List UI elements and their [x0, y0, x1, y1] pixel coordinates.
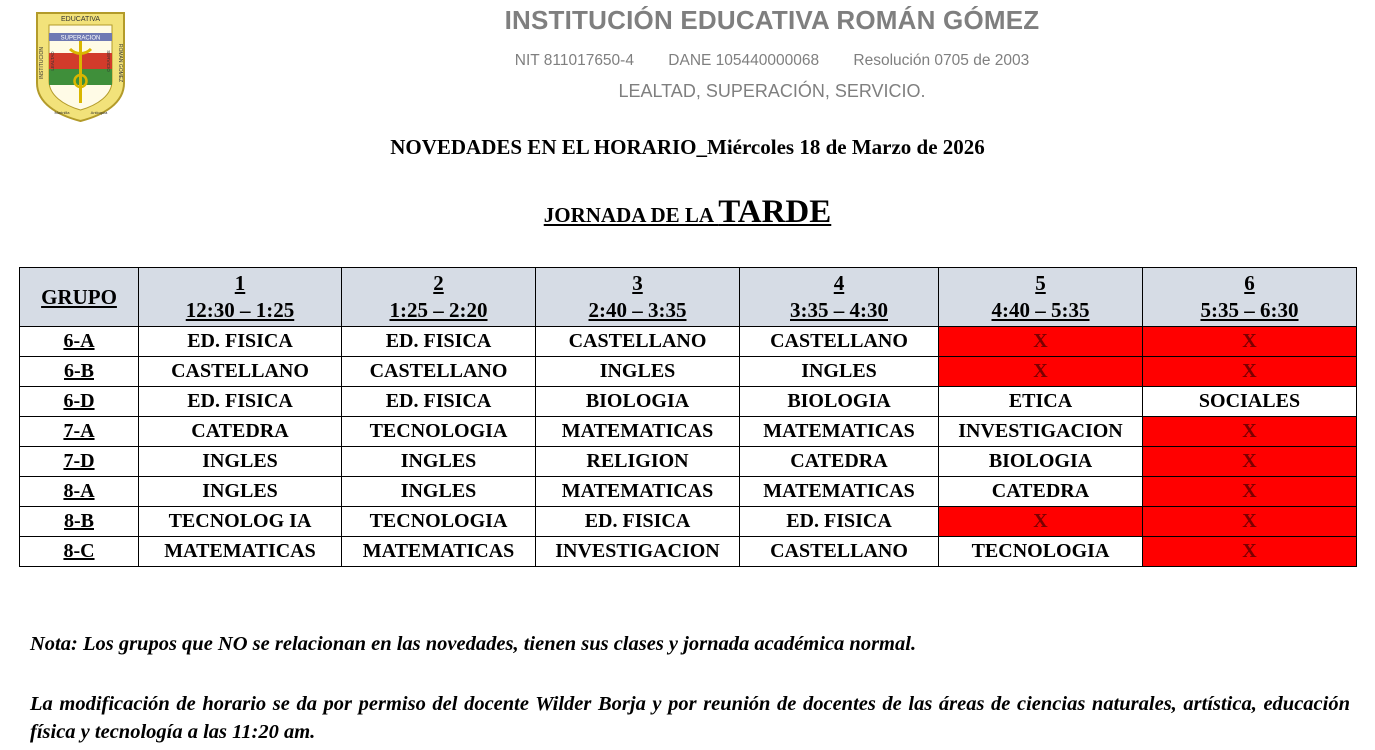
period-number: 3 [632, 271, 643, 295]
institution-name: INSTITUCIÓN EDUCATIVA ROMÁN GÓMEZ [504, 5, 1040, 35]
subject-cell: INGLES [536, 357, 740, 387]
period-time: 2:40 – 3:35 [588, 298, 687, 322]
logo-top-text: EDUCATIVA [60, 16, 101, 23]
subject-cell: MATEMATICAS [740, 417, 939, 447]
logo-band-text: SUPERACION [60, 35, 101, 42]
cancelled-class-cell: X [1143, 507, 1357, 537]
subject-cell: MATEMATICAS [740, 477, 939, 507]
subject-cell: ED. FISICA [139, 387, 342, 417]
logo-left-text: INSTITUCION [39, 47, 45, 79]
logo-right-text-2: SERVICIO [106, 50, 111, 72]
table-row [20, 447, 1357, 477]
subject-cell: CASTELLANO [740, 327, 939, 357]
logo-bottom-left: Marinilla [54, 110, 70, 115]
subject-cell: INGLES [342, 477, 536, 507]
period-time: 3:35 – 4:30 [790, 298, 888, 322]
cancelled-class-cell: X [1143, 327, 1357, 357]
institution-motto: LEALTAD, SUPERACIÓN, SERVICIO. [618, 81, 926, 101]
subject-cell: ED. FISICA [740, 507, 939, 537]
cancelled-class-cell: X [1143, 477, 1357, 507]
subject-cell: INVESTIGACION [536, 537, 740, 567]
subject-cell: MATEMATICAS [536, 477, 740, 507]
subject-cell: INGLES [740, 357, 939, 387]
subject-cell: CASTELLANO [139, 357, 342, 387]
period-time: 12:30 – 1:25 [185, 298, 295, 322]
subject-cell: CASTELLANO [536, 327, 740, 357]
schedule-table [19, 267, 1357, 567]
subject-cell: MATEMATICAS [536, 417, 740, 447]
subject-cell: INGLES [139, 477, 342, 507]
subject-cell: RELIGION [536, 447, 740, 477]
subject-cell: ED. FISICA [342, 327, 536, 357]
table-row [20, 507, 1357, 537]
logo-left-text-2: LEALTAD [50, 51, 55, 71]
schedule-body [20, 327, 1357, 567]
nit-text: NIT 811017650-4 [514, 52, 634, 69]
subject-cell: TECNOLOG IA [139, 507, 342, 537]
dane-text: DANE 105440000068 [668, 52, 820, 69]
group-cell: 8-A [20, 477, 139, 507]
logo-right-text: ROMAN GOMEZ [117, 43, 123, 83]
period-header-6 [1143, 268, 1357, 327]
table-row [20, 477, 1357, 507]
subject-cell: CATEDRA [139, 417, 342, 447]
note-normal-groups: Nota: Los grupos que NO se relacionan en las novedades, tienen sus clases y jornada académica normal. [30, 633, 917, 655]
period-header-3 [536, 268, 740, 327]
subject-cell: CATEDRA [939, 477, 1143, 507]
group-cell: 7-A [20, 417, 139, 447]
subject-cell: INVESTIGACION [939, 417, 1143, 447]
period-header-1 [139, 268, 342, 327]
table-row [20, 357, 1357, 387]
resolution-text: Resolución 0705 de 2003 [853, 52, 1030, 69]
period-number: 5 [1035, 271, 1046, 295]
group-header: GRUPO [20, 268, 139, 327]
subject-cell: BIOLOGIA [939, 447, 1143, 477]
subject-cell: TECNOLOGIA [342, 507, 536, 537]
logo-bottom-right: Antioquia [90, 110, 108, 115]
institution-logo [34, 11, 127, 122]
shift-name: TARDE [718, 194, 832, 230]
subject-cell: MATEMATICAS [342, 537, 536, 567]
subject-cell: ED. FISICA [536, 507, 740, 537]
group-cell: 6-B [20, 357, 139, 387]
table-row [20, 327, 1357, 357]
period-header-5 [939, 268, 1143, 327]
subject-cell: SOCIALES [1143, 387, 1357, 417]
period-time: 5:35 – 6:30 [1200, 298, 1299, 322]
table-row [20, 537, 1357, 567]
shift-prefix: JORNADA DE LA [543, 203, 719, 227]
cancelled-class-cell: X [939, 507, 1143, 537]
cancelled-class-cell: X [1143, 357, 1357, 387]
cancelled-class-cell: X [939, 357, 1143, 387]
subject-cell: ETICA [939, 387, 1143, 417]
institution-ids [390, 52, 1154, 70]
period-number: 1 [234, 271, 246, 295]
subject-cell: CASTELLANO [740, 537, 939, 567]
subject-cell: BIOLOGIA [740, 387, 939, 417]
subject-cell: INGLES [342, 447, 536, 477]
period-number: 6 [1244, 271, 1255, 295]
note-schedule-change: La modificación de horario se da por permiso del docente Wilder Borja y por reunión de docentes de las áreas de ciencias naturales, artística, educación física y tecnología a las 11:20 am. [30, 693, 1350, 743]
period-number: 2 [433, 271, 444, 295]
subject-cell: ED. FISICA [139, 327, 342, 357]
cancelled-class-cell: X [1143, 417, 1357, 447]
period-number: 4 [833, 271, 845, 295]
period-header-2 [342, 268, 536, 327]
cancelled-class-cell: X [1143, 447, 1357, 477]
group-cell: 8-C [20, 537, 139, 567]
group-cell: 6-A [20, 327, 139, 357]
subject-cell: MATEMATICAS [139, 537, 342, 567]
shift-title [0, 194, 1375, 231]
subject-cell: INGLES [139, 447, 342, 477]
subject-cell: BIOLOGIA [536, 387, 740, 417]
group-cell: 7-D [20, 447, 139, 477]
subject-cell: CASTELLANO [342, 357, 536, 387]
schedule-header-row [20, 268, 1357, 327]
subject-cell: CATEDRA [740, 447, 939, 477]
group-cell: 6-D [20, 387, 139, 417]
subject-cell: ED. FISICA [342, 387, 536, 417]
subject-cell: TECNOLOGIA [939, 537, 1143, 567]
group-cell: 8-B [20, 507, 139, 537]
table-row [20, 387, 1357, 417]
cancelled-class-cell: X [939, 327, 1143, 357]
period-time: 1:25 – 2:20 [389, 298, 488, 322]
cancelled-class-cell: X [1143, 537, 1357, 567]
table-row [20, 417, 1357, 447]
period-time: 4:40 – 5:35 [991, 298, 1090, 322]
period-header-4 [740, 268, 939, 327]
document-title: NOVEDADES EN EL HORARIO_Miércoles 18 de Marzo de 2026 [390, 135, 985, 159]
subject-cell: TECNOLOGIA [342, 417, 536, 447]
